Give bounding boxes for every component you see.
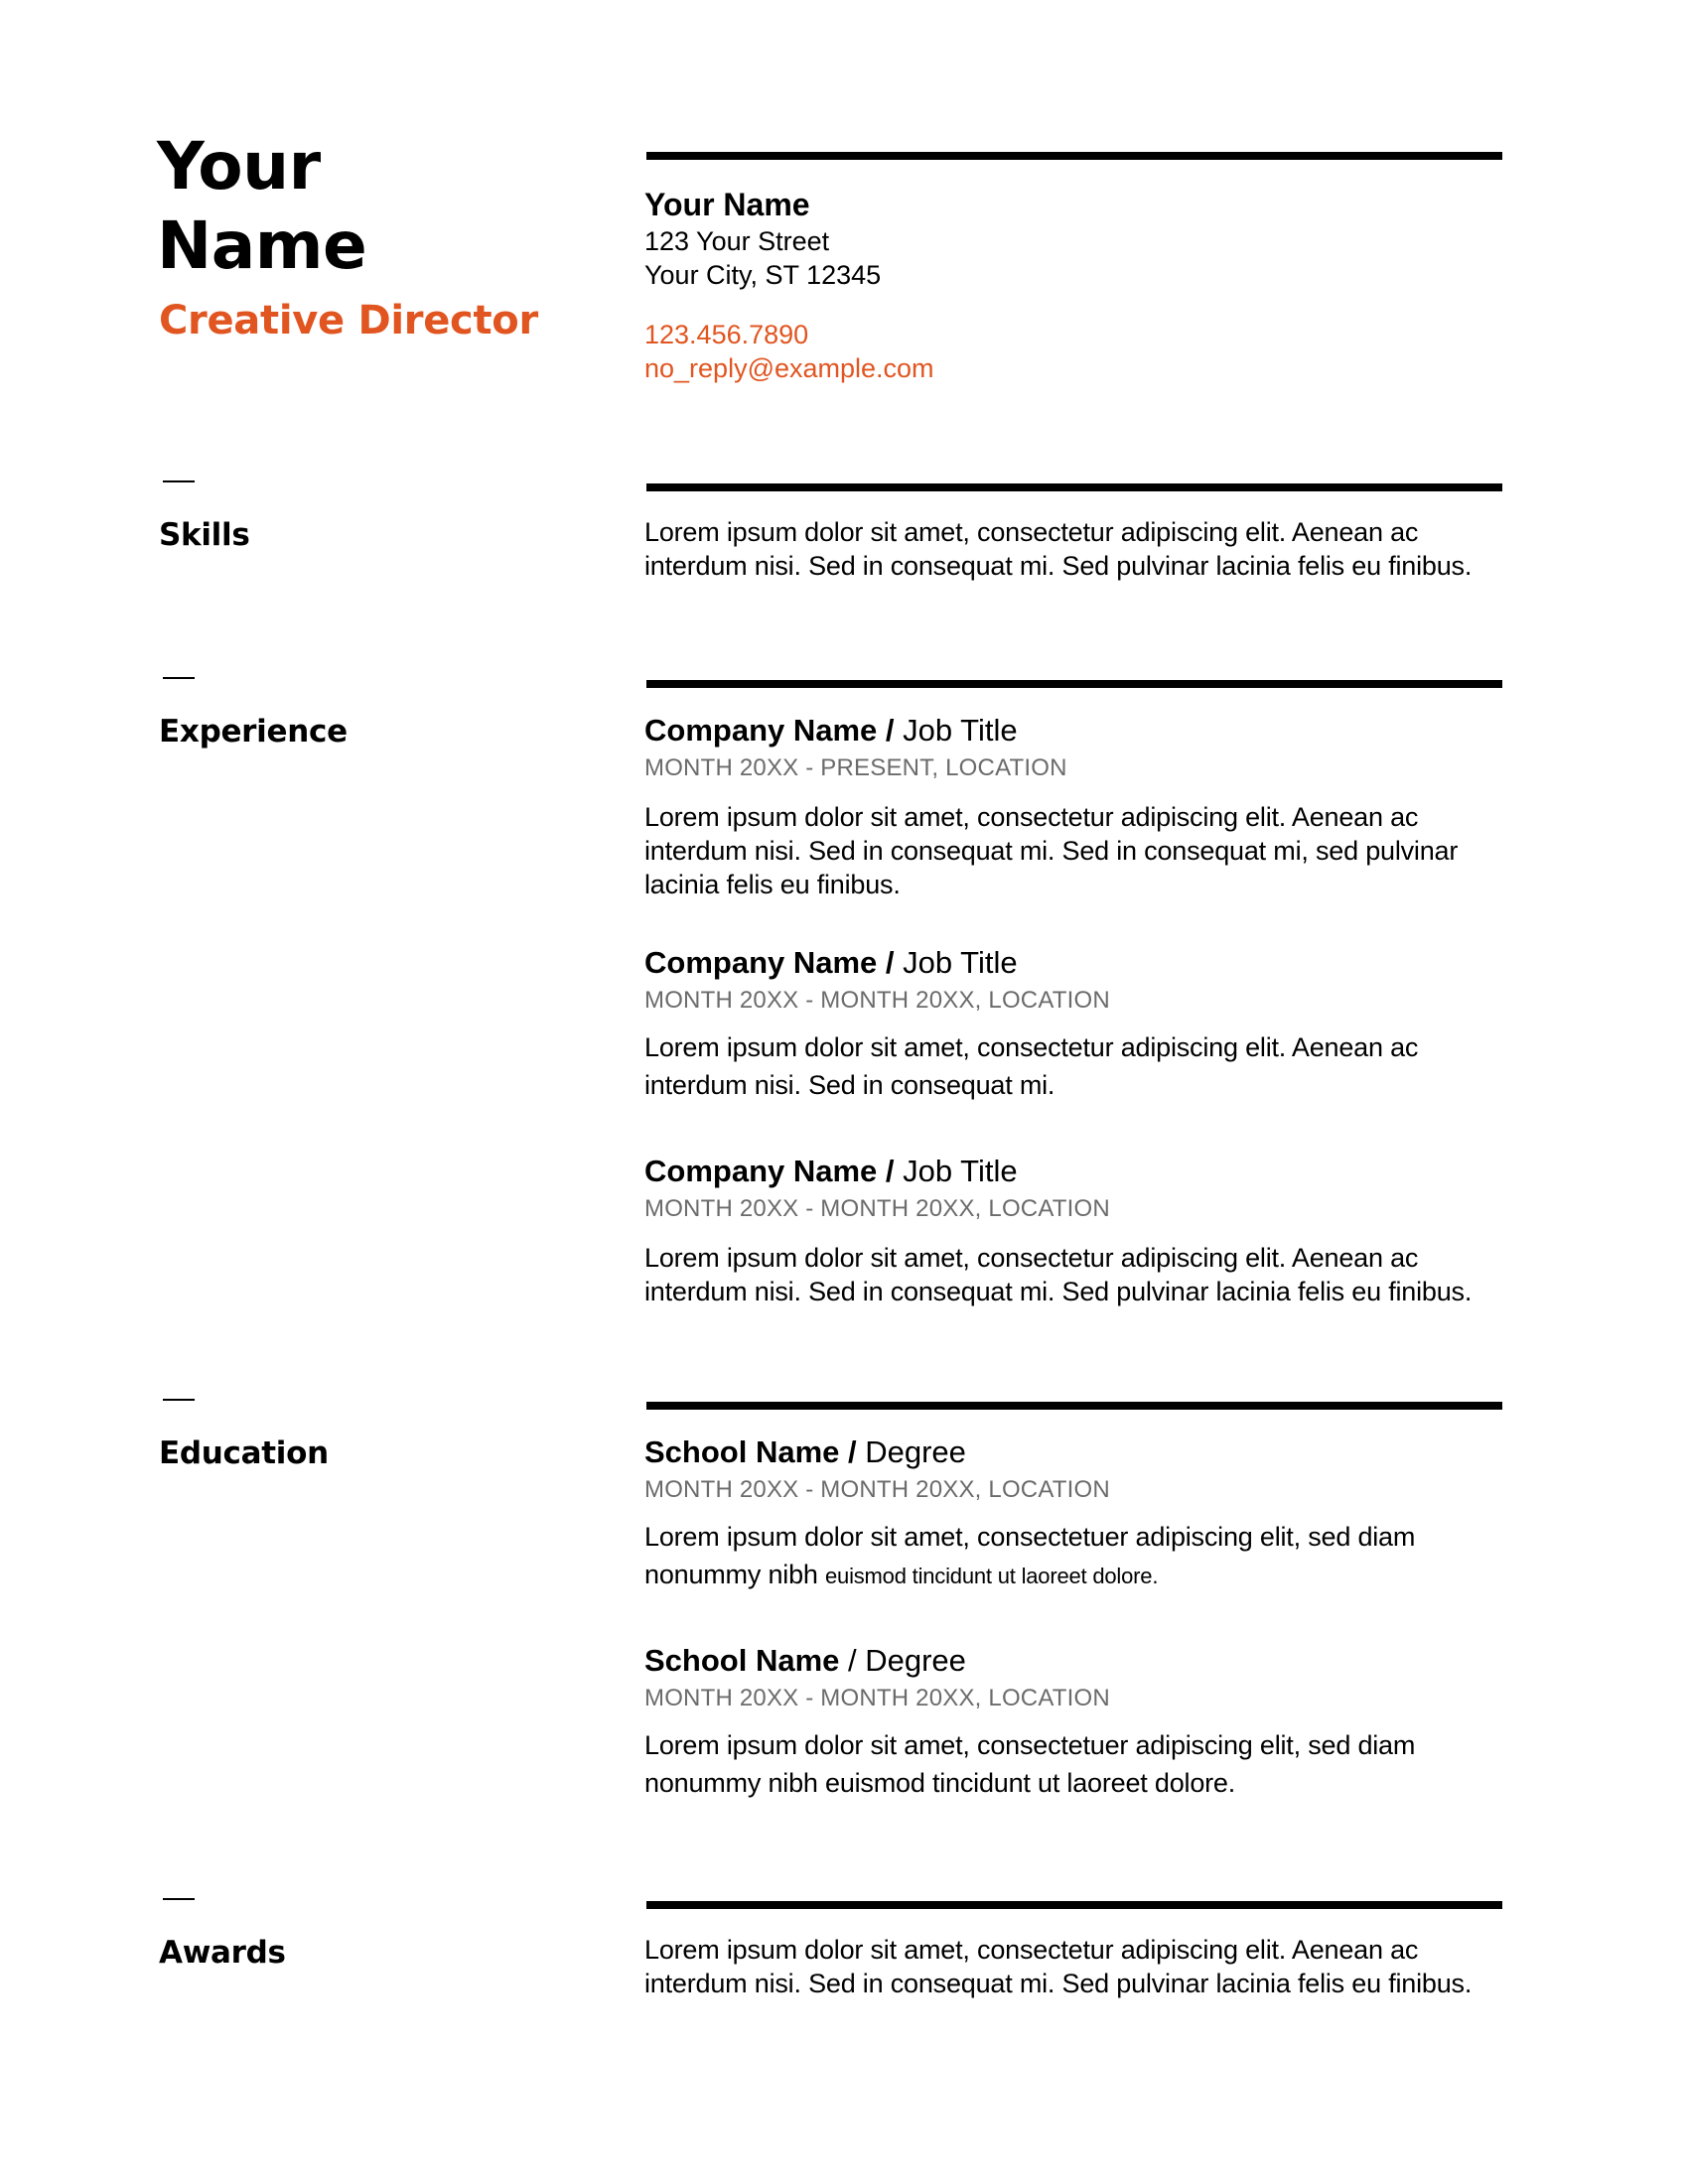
entry-description <box>644 1518 1498 1595</box>
entry-description: Lorem ipsum dolor sit amet, consectetur adipiscing elit. Aenean ac interdum nisi. Sed in consequat mi. Sed pulvinar lacinia felis eu finibus. <box>644 1243 1473 1306</box>
contact-name: Your Name <box>644 187 810 222</box>
awards-text: Lorem ipsum dolor sit amet, consectetur adipiscing elit. Aenean ac interdum nisi. Sed in consequat mi. Sed pulvinar lacinia felis eu finibus. <box>644 1935 1473 1998</box>
company-name: Company Name / <box>644 713 895 748</box>
entry-dates-location: MONTH 20XX - PRESENT, LOCATION <box>644 754 1067 781</box>
entry-dates-location: MONTH 20XX - MONTH 20XX, LOCATION <box>644 1195 1110 1222</box>
contact-phone[interactable]: 123.456.7890 <box>644 320 809 349</box>
skills-rule <box>646 483 1502 491</box>
experience-entry <box>644 1152 1498 1308</box>
section-label-education: Education <box>159 1435 329 1471</box>
job-title: Job Title <box>894 945 1018 980</box>
hero-name <box>157 127 614 286</box>
degree: / Degree <box>839 1643 966 1678</box>
contact-street: 123 Your Street <box>644 226 830 256</box>
hero-name-line2: Name <box>157 207 367 284</box>
section-label-awards: Awards <box>159 1935 286 1971</box>
section-label-experience: Experience <box>159 714 348 750</box>
contact-block <box>644 184 1518 385</box>
entry-description: Lorem ipsum dolor sit amet, consectetur adipiscing elit. Aenean ac interdum nisi. Sed in consequat mi. Sed in consequat mi, sed pulvinar lacinia felis eu finibus. <box>644 802 1459 899</box>
company-name: Company Name / <box>644 1154 895 1188</box>
experience-dash <box>163 677 195 679</box>
entry-heading <box>644 711 1498 751</box>
school-name: School Name / <box>644 1434 857 1469</box>
education-entry <box>644 1433 1498 1595</box>
experience-rule <box>646 680 1502 688</box>
skills-dash <box>163 480 195 482</box>
contact-rule <box>646 152 1502 160</box>
education-dash <box>163 1399 195 1401</box>
company-name: Company Name / <box>644 945 895 980</box>
experience-entry <box>644 943 1498 1104</box>
job-title: Job Title <box>894 1154 1018 1188</box>
section-label-skills: Skills <box>159 517 250 553</box>
entry-heading <box>644 943 1498 983</box>
entry-heading <box>644 1641 1498 1681</box>
entry-heading <box>644 1152 1498 1191</box>
entry-dates-location: MONTH 20XX - MONTH 20XX, LOCATION <box>644 1476 1110 1503</box>
entry-description: Lorem ipsum dolor sit amet, consectetur adipiscing elit. Aenean ac interdum nisi. Sed in consequat mi. <box>644 1032 1419 1100</box>
school-name: School Name <box>644 1643 840 1678</box>
education-entry <box>644 1641 1498 1802</box>
entry-description: Lorem ipsum dolor sit amet, consectetuer adipiscing elit, sed diam nonummy nibh euismod tincidunt ut laoreet dolore. <box>644 1730 1416 1798</box>
skills-text: Lorem ipsum dolor sit amet, consectetur adipiscing elit. Aenean ac interdum nisi. Sed in consequat mi. Sed pulvinar lacinia felis eu finibus. <box>644 517 1473 581</box>
education-rule <box>646 1402 1502 1410</box>
hero-job-title: Creative Director <box>159 298 538 343</box>
experience-entry <box>644 711 1498 901</box>
awards-rule <box>646 1901 1502 1909</box>
job-title: Job Title <box>894 713 1018 748</box>
contact-email[interactable]: no_reply@example.com <box>644 353 934 383</box>
entry-dates-location: MONTH 20XX - MONTH 20XX, LOCATION <box>644 1685 1110 1711</box>
awards-dash <box>163 1898 195 1900</box>
entry-description-part1: Lorem ipsum dolor sit amet, consectetuer adipiscing elit, sed diam nonummy nibh <box>644 1522 1416 1589</box>
degree: Degree <box>856 1434 966 1469</box>
hero-name-line1: Your <box>157 128 321 205</box>
entry-heading <box>644 1433 1498 1472</box>
contact-city: Your City, ST 12345 <box>644 260 882 290</box>
entry-description-part2: euismod tincidunt ut laoreet dolore. <box>825 1564 1159 1588</box>
entry-dates-location: MONTH 20XX - MONTH 20XX, LOCATION <box>644 987 1110 1014</box>
